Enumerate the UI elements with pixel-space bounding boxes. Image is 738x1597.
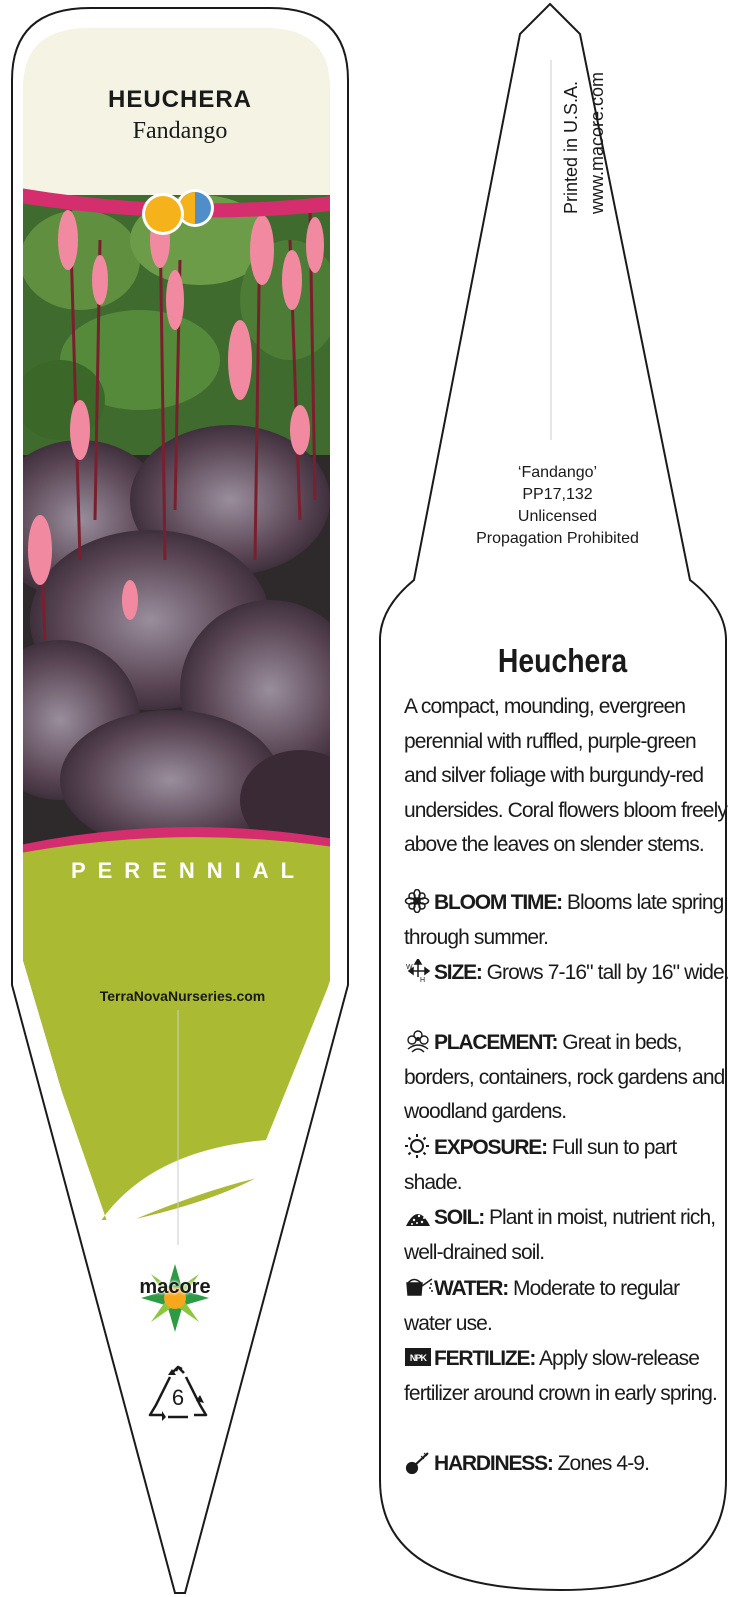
soil-info [404, 1201, 729, 1270]
water-info [404, 1272, 729, 1341]
bloom-time-info [404, 886, 729, 955]
water-label: WATER: [434, 1277, 509, 1300]
category-label: PERENNIAL [70, 858, 307, 883]
hardiness-label: HARDINESS: [434, 1452, 553, 1475]
fertilize-text: Apply slow-release fertilizer around crown in early spring. [404, 1347, 717, 1405]
exposure-text: Full sun to part shade. [404, 1136, 677, 1194]
placement-info [404, 1026, 729, 1130]
thermometer-icon [404, 1450, 434, 1474]
soil-label: SOIL: [434, 1206, 484, 1229]
patent-number: PP17,132 [522, 486, 593, 503]
svg-text:NPK: NPK [409, 1353, 427, 1363]
hardiness-info [404, 1447, 729, 1482]
patent-variety: ‘Fandango’ [517, 464, 598, 481]
size-label: SIZE: [434, 961, 482, 984]
patent-license: Unlicensed [517, 508, 598, 525]
water-text: Moderate to regular water use. [404, 1277, 680, 1335]
bloom-time-label: BLOOM TIME: [434, 891, 562, 914]
macore-wordmark: macore [139, 1276, 211, 1298]
watering-can-icon [404, 1275, 434, 1299]
recycle-number: 6 [171, 1385, 185, 1410]
placement-label: PLACEMENT: [434, 1031, 558, 1054]
svg-text:H: H [420, 977, 425, 983]
fertilize-info [404, 1342, 729, 1411]
recycle-symbol [148, 1365, 208, 1421]
soil-text: Plant in moist, nutrient rich, well-drained soil. [404, 1206, 716, 1264]
bloom-time-text: Blooms late spring through summer. [404, 891, 724, 949]
patent-info [440, 462, 675, 550]
size-info [404, 956, 729, 991]
placement-text: Great in beds, borders, containers, rock gardens and woodland gardens. [404, 1031, 725, 1123]
printed-info [558, 72, 610, 214]
patent-notice: Propagation Prohibited [476, 530, 639, 547]
exposure-info [404, 1131, 729, 1200]
svg-text:W: W [406, 964, 412, 971]
plant-heading: Heuchera [497, 642, 628, 679]
exposure-label: EXPOSURE: [434, 1136, 547, 1159]
flower-icon [404, 889, 434, 913]
nursery-website: TerraNovaNurseries.com [99, 988, 266, 1004]
placement-icon [404, 1029, 434, 1053]
soil-icon [404, 1204, 434, 1228]
macore-star-icon [125, 1262, 225, 1342]
macore-logo [125, 1262, 225, 1342]
sun-icon [404, 1134, 434, 1158]
printed-website: www.macore.com [587, 71, 607, 214]
plant-variety: Fandango [132, 118, 228, 144]
fertilize-label: FERTILIZE: [434, 1347, 536, 1370]
size-icon [404, 959, 434, 983]
hardiness-text: Zones 4-9. [557, 1452, 650, 1475]
npk-icon [404, 1345, 434, 1369]
size-text: Grows 7-16" tall by 16" wide. [486, 961, 729, 984]
plant-description: A compact, mounding, evergreen perennial with ruffled, purple-green and silver foliage with burgundy-red undersides. Coral flowers bloom freely above the leaves on slender stems. [404, 695, 727, 856]
plant-title: HEUCHERA [107, 86, 252, 113]
printed-country: Printed in U.S.A. [561, 80, 581, 214]
